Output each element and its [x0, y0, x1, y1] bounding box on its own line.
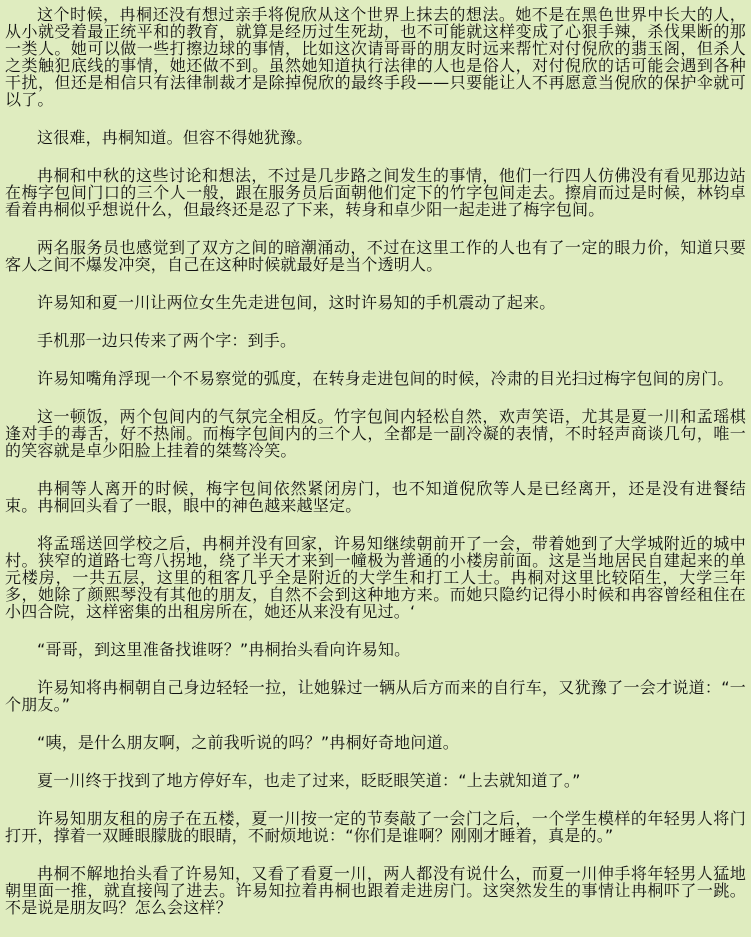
paragraph: 许易知嘴角浮现一个不易察觉的弧度，在转身走进包间的时候，冷肃的目光扫过梅字包间的房门。: [37, 369, 734, 388]
paragraph: 两名服务员也感觉到了双方之间的暗潮涌动，不过在这里工作的人也有了一定的眼力价，知道只要客人之间不爆发冲突，自己在这种时候就最好是当个透明人。: [5, 238, 746, 274]
paragraph: 冉桐等人离开的时候，梅字包间依然紧闭房门，也不知道倪欣等人是已经离开，还是没有进餐结束。冉桐回头看了一眼，眼中的神色越来越坚定。: [5, 479, 746, 515]
paragraph: 将孟瑶送回学校之后，冉桐并没有回家，许易知继续朝前开了一会，带着她到了大学城附近的城中村。狭窄的道路七弯八拐地，绕了半天才来到一幢极为普通的小楼房前面。这是当地居民自建起来的单元楼房，一共五层，这里的租客几乎全是附近的大学生和打工人士。冉桐对这里比较陌生，大学三年多，她除了颜熙琴没有其他的朋友，自然不会到这种地方来。而她只隐约记得小时候和冉容曾经租住在小四合院，这样密集的出租房所在，她还从来没有见过。‘: [5, 534, 746, 621]
paragraph: 这很难，冉桐知道。但容不得她犹豫。: [37, 128, 313, 147]
paragraph: “哥哥，到这里准备找谁呀？”冉桐抬头看向许易知。: [37, 640, 411, 659]
document-body: [5, 6, 746, 937]
paragraph: 许易知朋友租的房子在五楼，夏一川按一定的节奏敲了一会门之后，一个学生模样的年轻男人将门打开，撑着一双睡眼朦胧的眼睛，不耐烦地说：“你们是谁啊？刚刚才睡着，真是的。”: [5, 809, 746, 845]
paragraph: 许易知和夏一川让两位女生先走进包间，这时许易知的手机震动了起来。: [37, 293, 556, 312]
paragraph: 许易知将冉桐朝自己身边轻轻一拉，让她躲过一辆从后方而来的自行车，又犹豫了一会才说道：“一个朋友。”: [5, 678, 746, 714]
paragraph: 冉桐不解地抬头看了许易知，又看了看夏一川，两人都没有说什么，而夏一川伸手将年轻男人猛地朝里面一推，就直接闯了进去。许易知拉着冉桐也跟着走进房门。这突然发生的事情让冉桐吓了一跳。不是说是朋友吗？怎么会这样？: [5, 864, 746, 917]
paragraph: 夏一川终于找到了地方停好车，也走了过来，眨眨眼笑道：“上去就知道了。”: [37, 771, 581, 790]
paragraph: 手机那一边只传来了两个字：到手。: [37, 331, 297, 350]
paragraph: 冉桐和中秋的这些讨论和想法，不过是几步路之间发生的事情，他们一行四人仿佛没有看见那边站在梅字包间门口的三个人一般，跟在服务员后面朝他们定下的竹字包间走去。擦肩而过是时候，林钧卓看着冉桐似乎想说什么，但最终还是忍了下来，转身和卓少阳一起走进了梅字包间。: [5, 166, 746, 219]
paragraph: 这个时候，冉桐还没有想过亲手将倪欣从这个世界上抹去的想法。她不是在黑色世界中长大的人，从小就受着最正统平和的教育，就算是经历过生死劫，也不可能就这样变成了心狠手辣，杀伐果断的那一类人。她可以做一些打擦边球的事情，比如这次请哥哥的朋友时远来帮忙对付倪欣的翡玉阁，但杀人之类触犯底线的事情，她还做不到。虽然她知道执行法律的人也是俗人，对付倪欣的话可能会遇到各种干扰，但还是相信只有法律制裁才是除掉倪欣的最终手段——只要能让人不再愿意当倪欣的保护伞就可以了。: [5, 5, 746, 109]
paragraph: 这一顿饭，两个包间内的气氛完全相反。竹字包间内轻松自然，欢声笑语，尤其是夏一川和孟瑶棋逢对手的毒舌，好不热闹。而梅字包间内的三个人，全都是一副冷凝的表情，不时轻声商谈几句，唯一的笑容就是卓少阳脸上挂着的桀骜冷笑。: [5, 407, 746, 460]
paragraph: “咦，是什么朋友啊，之前我听说的吗？”冉桐好奇地问道。: [37, 733, 459, 752]
